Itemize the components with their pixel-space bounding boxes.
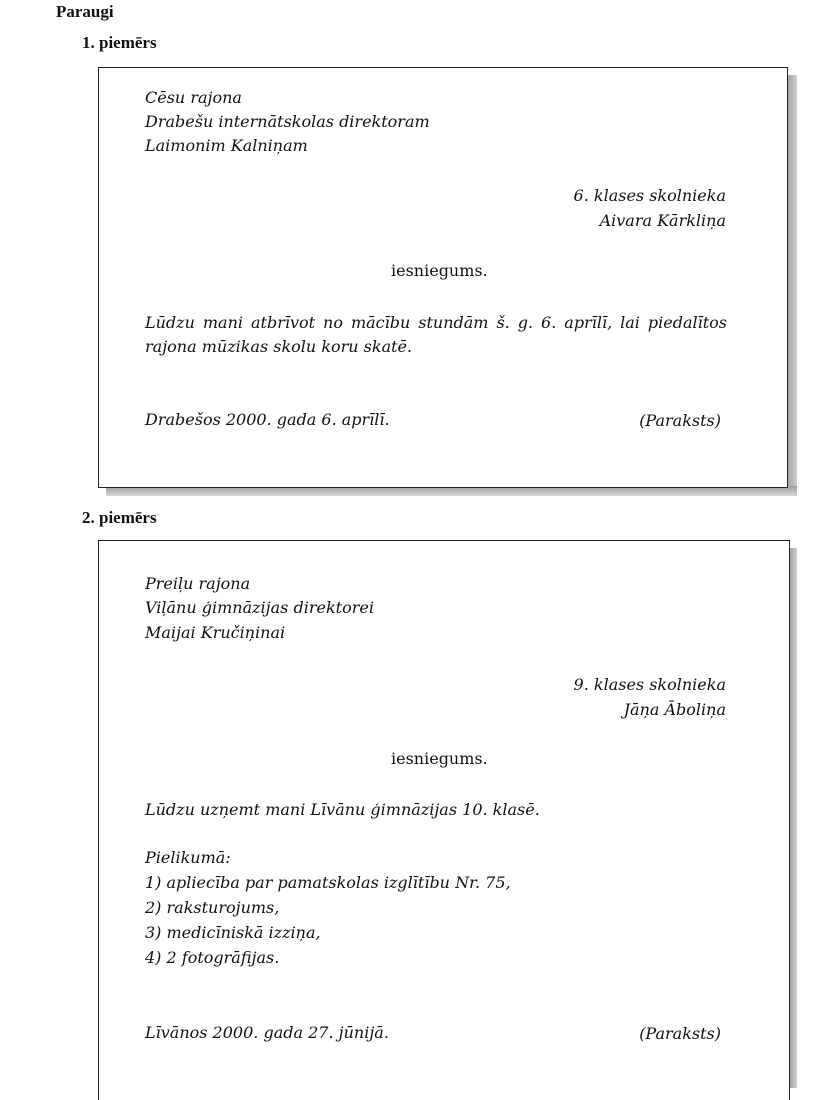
attachment-item: 4) 2 fotogrāfijas. xyxy=(145,948,280,967)
signature: (Paraksts) xyxy=(639,411,721,430)
sender-line: Aivara Kārkliņa xyxy=(599,211,726,230)
attachment-item: 2) raksturojums, xyxy=(145,898,280,917)
document-type: iesniegums. xyxy=(391,261,488,280)
attachment-item: 1) apliecība par pamatskolas izglītību Nr. 75, xyxy=(145,873,511,892)
sender-line: 9. klases skolnieka xyxy=(573,675,726,694)
addressee-line: Drabešu internātskolas direktoram xyxy=(145,112,430,131)
addressee-line: Preiļu rajona xyxy=(145,574,251,593)
body-line: rajona mūzikas skolu koru skatē. xyxy=(145,337,413,356)
sender-line: Jāņa Āboliņa xyxy=(623,700,726,719)
attachment-item: 3) medicīniskā izziņa, xyxy=(145,923,321,942)
signature: (Paraksts) xyxy=(639,1024,721,1043)
addressee-line: Viļānu ģimnāzijas direktorei xyxy=(145,598,374,617)
addressee-line: Maijai Kručiņinai xyxy=(145,623,286,642)
addressee-line: Laimonim Kalniņam xyxy=(145,136,308,155)
example-1-title: 1. piemērs xyxy=(82,33,157,52)
addressee-line: Cēsu rajona xyxy=(145,88,242,107)
sender-line: 6. klases skolnieka xyxy=(573,186,726,205)
example-1-letter xyxy=(98,67,788,488)
example-2-letter xyxy=(98,540,790,1100)
place-date: Līvānos 2000. gada 27. jūnijā. xyxy=(145,1023,389,1042)
document-type: iesniegums. xyxy=(391,749,488,768)
body-line: Lūdzu mani atbrīvot no mācību stundām š. g. 6. aprīlī, lai piedalītos xyxy=(145,313,727,332)
place-date: Drabešos 2000. gada 6. aprīlī. xyxy=(145,410,390,429)
example-2-title: 2. piemērs xyxy=(82,508,157,527)
body-line: Lūdzu uzņemt mani Līvānu ģimnāzijas 10. klasē. xyxy=(145,800,540,819)
page-heading: Paraugi xyxy=(56,2,114,21)
attachments-label: Pielikumā: xyxy=(145,848,231,867)
